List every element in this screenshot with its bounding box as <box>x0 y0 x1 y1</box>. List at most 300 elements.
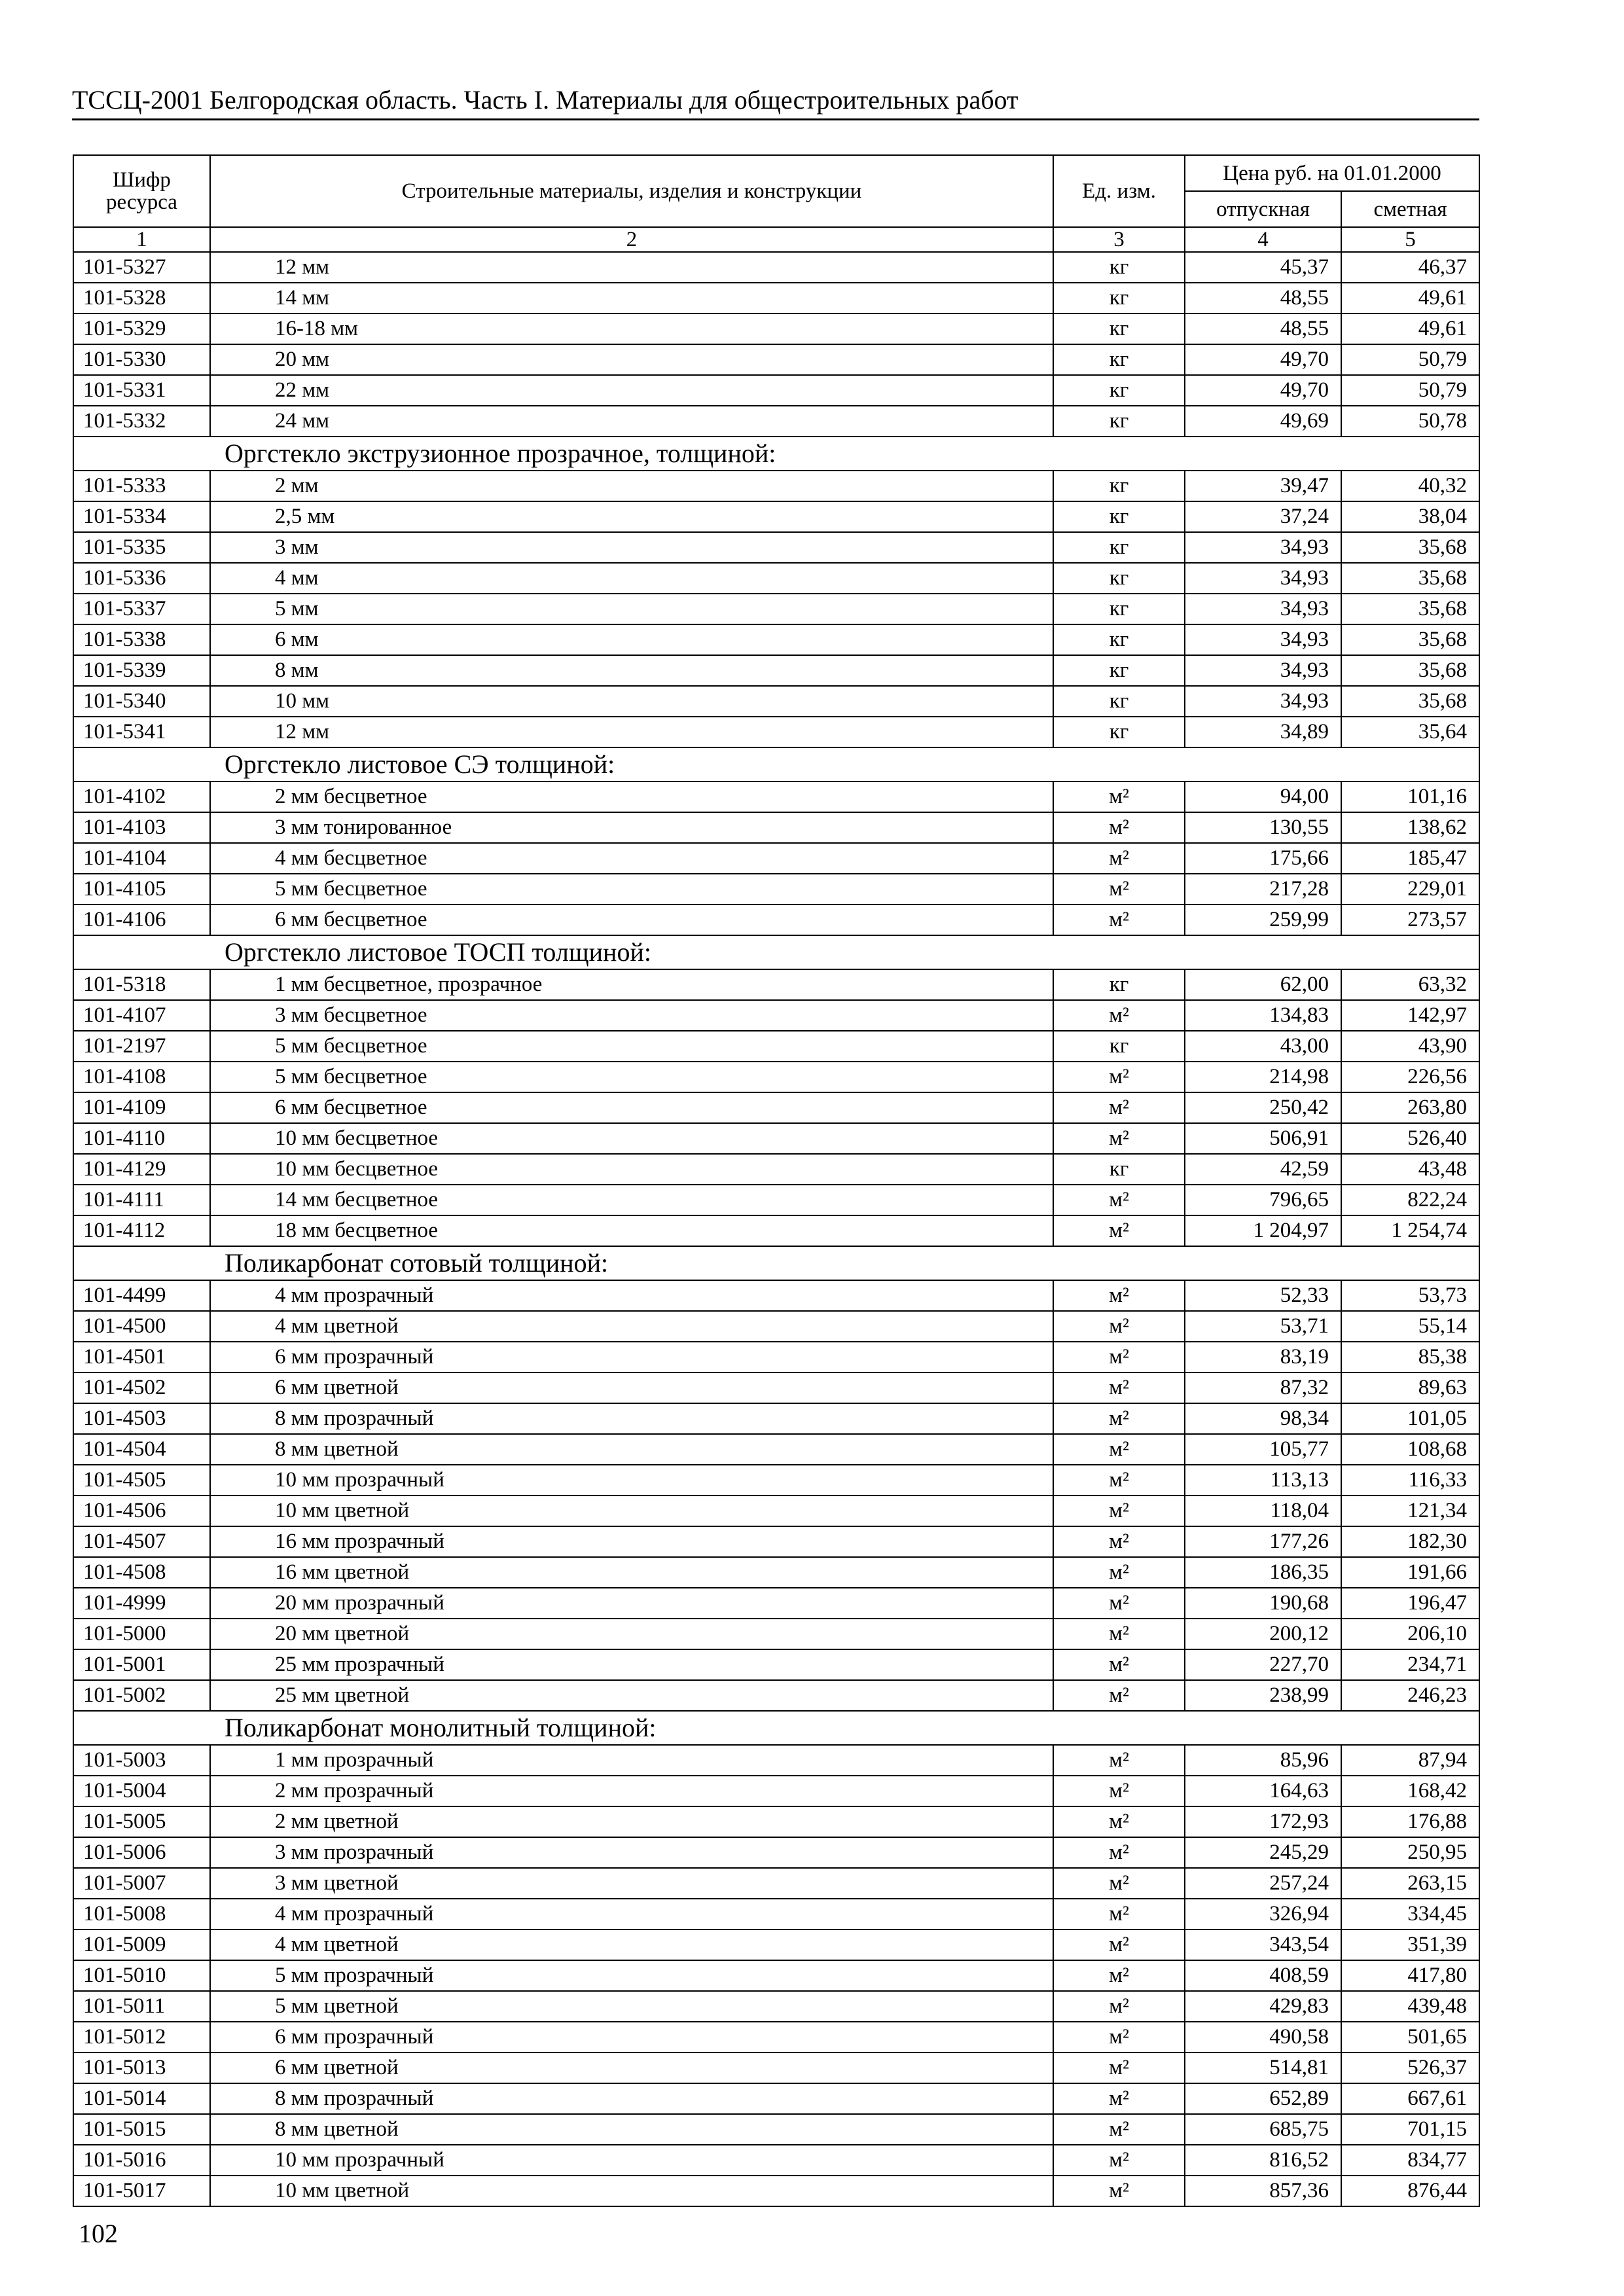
material-name: 18 мм бесцветное <box>210 1215 1053 1246</box>
material-name: 8 мм прозрачный <box>210 2083 1053 2114</box>
price-estimate: 35,68 <box>1341 624 1479 655</box>
price-release: 42,59 <box>1185 1154 1341 1185</box>
resource-code: 101-5341 <box>73 717 210 747</box>
resource-code: 101-5336 <box>73 563 210 594</box>
resource-code: 101-5009 <box>73 1929 210 1960</box>
material-name: 10 мм цветной <box>210 1496 1053 1526</box>
price-estimate: 43,90 <box>1341 1031 1479 1062</box>
material-name: 20 мм цветной <box>210 1619 1053 1649</box>
price-estimate: 834,77 <box>1341 2145 1479 2176</box>
price-estimate: 701,15 <box>1341 2114 1479 2145</box>
section-heading-row <box>73 1246 1479 1280</box>
material-name: 6 мм бесцветное <box>210 1092 1053 1123</box>
unit: м² <box>1053 1000 1185 1031</box>
table-row <box>73 1929 1479 1960</box>
table-row <box>73 1000 1479 1031</box>
unit: м² <box>1053 812 1185 843</box>
table-row <box>73 1434 1479 1465</box>
header-price-release: отпускная <box>1185 191 1341 227</box>
material-name: 16 мм прозрачный <box>210 1526 1053 1557</box>
price-release: 259,99 <box>1185 905 1341 935</box>
price-estimate: 50,79 <box>1341 344 1479 375</box>
table-row <box>73 905 1479 935</box>
material-name: 1 мм прозрачный <box>210 1745 1053 1776</box>
price-table <box>73 154 1480 2207</box>
price-release: 685,75 <box>1185 2114 1341 2145</box>
price-release: 408,59 <box>1185 1960 1341 1991</box>
material-name: 6 мм прозрачный <box>210 1342 1053 1372</box>
table-row <box>73 1372 1479 1403</box>
price-release: 214,98 <box>1185 1062 1341 1092</box>
price-estimate: 263,15 <box>1341 1868 1479 1899</box>
price-estimate: 142,97 <box>1341 1000 1479 1031</box>
price-estimate: 876,44 <box>1341 2176 1479 2206</box>
material-name: 3 мм прозрачный <box>210 1837 1053 1868</box>
material-name: 10 мм прозрачный <box>210 2145 1053 2176</box>
resource-code: 101-4503 <box>73 1403 210 1434</box>
price-estimate: 273,57 <box>1341 905 1479 935</box>
material-name: 2 мм <box>210 471 1053 501</box>
price-release: 652,89 <box>1185 2083 1341 2114</box>
price-release: 245,29 <box>1185 1837 1341 1868</box>
resource-code: 101-5011 <box>73 1991 210 2022</box>
price-estimate: 89,63 <box>1341 1372 1479 1403</box>
unit: м² <box>1053 2114 1185 2145</box>
column-number: 2 <box>210 227 1053 252</box>
unit: м² <box>1053 1062 1185 1092</box>
resource-code: 101-4129 <box>73 1154 210 1185</box>
price-release: 48,55 <box>1185 314 1341 344</box>
price-release: 113,13 <box>1185 1465 1341 1496</box>
material-name: 3 мм тонированное <box>210 812 1053 843</box>
table-row <box>73 1215 1479 1246</box>
resource-code: 101-4103 <box>73 812 210 843</box>
price-release: 175,66 <box>1185 843 1341 874</box>
table-row <box>73 624 1479 655</box>
price-release: 34,93 <box>1185 563 1341 594</box>
table-row <box>73 1465 1479 1496</box>
column-number: 3 <box>1053 227 1185 252</box>
resource-code: 101-2197 <box>73 1031 210 1062</box>
price-estimate: 138,62 <box>1341 812 1479 843</box>
table-row <box>73 969 1479 1000</box>
price-release: 506,91 <box>1185 1123 1341 1154</box>
section-heading: Поликарбонат сотовый толщиной: <box>73 1246 1479 1280</box>
price-release: 514,81 <box>1185 2053 1341 2083</box>
unit: кг <box>1053 594 1185 624</box>
table-row <box>73 563 1479 594</box>
material-name: 16-18 мм <box>210 314 1053 344</box>
price-estimate: 191,66 <box>1341 1557 1479 1588</box>
material-name: 5 мм бесцветное <box>210 1062 1053 1092</box>
table-row <box>73 2145 1479 2176</box>
unit: м² <box>1053 1960 1185 1991</box>
table-row <box>73 1649 1479 1680</box>
price-estimate: 168,42 <box>1341 1776 1479 1806</box>
material-name: 8 мм цветной <box>210 2114 1053 2145</box>
price-estimate: 250,95 <box>1341 1837 1479 1868</box>
price-release: 34,93 <box>1185 532 1341 563</box>
price-release: 34,93 <box>1185 624 1341 655</box>
price-estimate: 121,34 <box>1341 1496 1479 1526</box>
resource-code: 101-5333 <box>73 471 210 501</box>
unit: м² <box>1053 874 1185 905</box>
resource-code: 101-5330 <box>73 344 210 375</box>
resource-code: 101-4111 <box>73 1185 210 1215</box>
table-row <box>73 1280 1479 1311</box>
unit: м² <box>1053 2176 1185 2206</box>
unit: м² <box>1053 1526 1185 1557</box>
table-body <box>73 227 1479 2206</box>
price-release: 177,26 <box>1185 1526 1341 1557</box>
price-estimate: 87,94 <box>1341 1745 1479 1776</box>
resource-code: 101-4508 <box>73 1557 210 1588</box>
material-name: 8 мм прозрачный <box>210 1403 1053 1434</box>
price-release: 49,70 <box>1185 375 1341 406</box>
price-release: 857,36 <box>1185 2176 1341 2206</box>
unit: кг <box>1053 283 1185 314</box>
material-name: 3 мм цветной <box>210 1868 1053 1899</box>
resource-code: 101-5328 <box>73 283 210 314</box>
unit: м² <box>1053 1745 1185 1776</box>
resource-code: 101-4112 <box>73 1215 210 1246</box>
unit: м² <box>1053 1588 1185 1619</box>
unit: м² <box>1053 1215 1185 1246</box>
resource-code: 101-5006 <box>73 1837 210 1868</box>
material-name: 5 мм цветной <box>210 1991 1053 2022</box>
table-row <box>73 1837 1479 1868</box>
unit: кг <box>1053 501 1185 532</box>
price-release: 429,83 <box>1185 1991 1341 2022</box>
unit: м² <box>1053 1123 1185 1154</box>
header-row <box>73 155 1479 191</box>
price-estimate: 35,64 <box>1341 717 1479 747</box>
table-row <box>73 1403 1479 1434</box>
column-number: 5 <box>1341 227 1479 252</box>
price-estimate: 196,47 <box>1341 1588 1479 1619</box>
price-estimate: 176,88 <box>1341 1806 1479 1837</box>
material-name: 6 мм прозрачный <box>210 2022 1053 2053</box>
table-row <box>73 252 1479 283</box>
unit: м² <box>1053 1557 1185 1588</box>
resource-code: 101-4108 <box>73 1062 210 1092</box>
page-header-title: ТССЦ-2001 Белгородская область. Часть I. Материалы для общестроительных работ <box>72 85 1019 115</box>
header-unit: Ед. изм. <box>1053 155 1185 227</box>
price-estimate: 50,79 <box>1341 375 1479 406</box>
unit: м² <box>1053 1806 1185 1837</box>
resource-code: 101-4505 <box>73 1465 210 1496</box>
table-row <box>73 1680 1479 1711</box>
price-release: 49,70 <box>1185 344 1341 375</box>
price-release: 816,52 <box>1185 2145 1341 2176</box>
price-estimate: 226,56 <box>1341 1062 1479 1092</box>
price-release: 39,47 <box>1185 471 1341 501</box>
price-release: 257,24 <box>1185 1868 1341 1899</box>
unit: кг <box>1053 969 1185 1000</box>
price-release: 34,93 <box>1185 655 1341 686</box>
material-name: 12 мм <box>210 717 1053 747</box>
price-estimate: 85,38 <box>1341 1342 1479 1372</box>
unit: м² <box>1053 2145 1185 2176</box>
price-release: 34,93 <box>1185 594 1341 624</box>
table-row <box>73 406 1479 437</box>
material-name: 25 мм цветной <box>210 1680 1053 1711</box>
table-row <box>73 655 1479 686</box>
price-estimate: 46,37 <box>1341 252 1479 283</box>
resource-code: 101-5004 <box>73 1776 210 1806</box>
price-release: 34,89 <box>1185 717 1341 747</box>
resource-code: 101-5008 <box>73 1899 210 1929</box>
material-name: 5 мм <box>210 594 1053 624</box>
price-estimate: 38,04 <box>1341 501 1479 532</box>
resource-code: 101-4502 <box>73 1372 210 1403</box>
resource-code: 101-5337 <box>73 594 210 624</box>
material-name: 1 мм бесцветное, прозрачное <box>210 969 1053 1000</box>
resource-code: 101-4105 <box>73 874 210 905</box>
price-release: 343,54 <box>1185 1929 1341 1960</box>
table-row <box>73 2053 1479 2083</box>
resource-code: 101-5005 <box>73 1806 210 1837</box>
resource-code: 101-5007 <box>73 1868 210 1899</box>
price-release: 34,93 <box>1185 686 1341 717</box>
table-row <box>73 1776 1479 1806</box>
price-estimate: 49,61 <box>1341 314 1479 344</box>
table-row <box>73 2176 1479 2206</box>
table-row <box>73 1806 1479 1837</box>
unit: м² <box>1053 1837 1185 1868</box>
unit: м² <box>1053 1185 1185 1215</box>
table-row <box>73 2022 1479 2053</box>
price-release: 87,32 <box>1185 1372 1341 1403</box>
table-row <box>73 375 1479 406</box>
resource-code: 101-5335 <box>73 532 210 563</box>
resource-code: 101-5010 <box>73 1960 210 1991</box>
material-name: 10 мм цветной <box>210 2176 1053 2206</box>
resource-code: 101-5334 <box>73 501 210 532</box>
resource-code: 101-5003 <box>73 1745 210 1776</box>
unit: м² <box>1053 1991 1185 2022</box>
price-estimate: 185,47 <box>1341 843 1479 874</box>
unit: кг <box>1053 375 1185 406</box>
price-release: 85,96 <box>1185 1745 1341 1776</box>
material-name: 16 мм цветной <box>210 1557 1053 1588</box>
table-row <box>73 1185 1479 1215</box>
material-name: 4 мм прозрачный <box>210 1280 1053 1311</box>
price-estimate: 1 254,74 <box>1341 1215 1479 1246</box>
price-release: 105,77 <box>1185 1434 1341 1465</box>
unit: кг <box>1053 655 1185 686</box>
resource-code: 101-4506 <box>73 1496 210 1526</box>
material-name: 5 мм бесцветное <box>210 1031 1053 1062</box>
price-release: 490,58 <box>1185 2022 1341 2053</box>
unit: кг <box>1053 717 1185 747</box>
unit: м² <box>1053 781 1185 812</box>
material-name: 4 мм прозрачный <box>210 1899 1053 1929</box>
price-estimate: 234,71 <box>1341 1649 1479 1680</box>
price-estimate: 43,48 <box>1341 1154 1479 1185</box>
resource-code: 101-5340 <box>73 686 210 717</box>
resource-code: 101-5000 <box>73 1619 210 1649</box>
resource-code: 101-5329 <box>73 314 210 344</box>
price-release: 94,00 <box>1185 781 1341 812</box>
table-row <box>73 1899 1479 1929</box>
price-estimate: 501,65 <box>1341 2022 1479 2053</box>
unit: м² <box>1053 1929 1185 1960</box>
material-name: 6 мм цветной <box>210 2053 1053 2083</box>
material-name: 25 мм прозрачный <box>210 1649 1053 1680</box>
table-row <box>73 1092 1479 1123</box>
price-release: 134,83 <box>1185 1000 1341 1031</box>
price-release: 98,34 <box>1185 1403 1341 1434</box>
price-estimate: 40,32 <box>1341 471 1479 501</box>
price-release: 186,35 <box>1185 1557 1341 1588</box>
material-name: 14 мм бесцветное <box>210 1185 1053 1215</box>
table-row <box>73 501 1479 532</box>
unit: кг <box>1053 314 1185 344</box>
resource-code: 101-4106 <box>73 905 210 935</box>
price-release: 217,28 <box>1185 874 1341 905</box>
table-row <box>73 1526 1479 1557</box>
material-name: 5 мм бесцветное <box>210 874 1053 905</box>
material-name: 4 мм цветной <box>210 1311 1053 1342</box>
table-row <box>73 283 1479 314</box>
price-release: 130,55 <box>1185 812 1341 843</box>
unit: кг <box>1053 406 1185 437</box>
resource-code: 101-4507 <box>73 1526 210 1557</box>
price-estimate: 822,24 <box>1341 1185 1479 1215</box>
column-number: 4 <box>1185 227 1341 252</box>
material-name: 3 мм бесцветное <box>210 1000 1053 1031</box>
table-row <box>73 1311 1479 1342</box>
material-name: 8 мм <box>210 655 1053 686</box>
table-row <box>73 843 1479 874</box>
price-estimate: 351,39 <box>1341 1929 1479 1960</box>
material-name: 10 мм бесцветное <box>210 1154 1053 1185</box>
unit: м² <box>1053 1899 1185 1929</box>
table-row <box>73 2114 1479 2145</box>
resource-code: 101-5338 <box>73 624 210 655</box>
section-heading: Оргстекло листовое СЭ толщиной: <box>73 747 1479 781</box>
table-row <box>73 874 1479 905</box>
unit: кг <box>1053 1031 1185 1062</box>
price-release: 45,37 <box>1185 252 1341 283</box>
resource-code: 101-5327 <box>73 252 210 283</box>
table-row <box>73 594 1479 624</box>
resource-code: 101-5016 <box>73 2145 210 2176</box>
price-release: 190,68 <box>1185 1588 1341 1619</box>
table-row <box>73 1991 1479 2022</box>
material-name: 12 мм <box>210 252 1053 283</box>
price-release: 52,33 <box>1185 1280 1341 1311</box>
resource-code: 101-4110 <box>73 1123 210 1154</box>
resource-code: 101-4102 <box>73 781 210 812</box>
table-row <box>73 1342 1479 1372</box>
resource-code: 101-4109 <box>73 1092 210 1123</box>
resource-code: 101-5002 <box>73 1680 210 1711</box>
material-name: 2,5 мм <box>210 501 1053 532</box>
unit: м² <box>1053 1372 1185 1403</box>
resource-code: 101-4500 <box>73 1311 210 1342</box>
price-estimate: 246,23 <box>1341 1680 1479 1711</box>
table-row <box>73 1960 1479 1991</box>
unit: м² <box>1053 1434 1185 1465</box>
material-name: 5 мм прозрачный <box>210 1960 1053 1991</box>
material-name: 20 мм прозрачный <box>210 1588 1053 1619</box>
header-price-estimate: сметная <box>1341 191 1479 227</box>
material-name: 4 мм бесцветное <box>210 843 1053 874</box>
table-row <box>73 1031 1479 1062</box>
unit: м² <box>1053 2022 1185 2053</box>
table-row <box>73 471 1479 501</box>
material-name: 14 мм <box>210 283 1053 314</box>
resource-code: 101-4104 <box>73 843 210 874</box>
resource-code: 101-5013 <box>73 2053 210 2083</box>
table-row <box>73 1557 1479 1588</box>
price-release: 49,69 <box>1185 406 1341 437</box>
column-number: 1 <box>73 227 210 252</box>
material-name: 10 мм прозрачный <box>210 1465 1053 1496</box>
unit: м² <box>1053 1776 1185 1806</box>
resource-code: 101-4504 <box>73 1434 210 1465</box>
price-estimate: 101,16 <box>1341 781 1479 812</box>
resource-code: 101-4501 <box>73 1342 210 1372</box>
unit: м² <box>1053 1092 1185 1123</box>
resource-code: 101-5001 <box>73 1649 210 1680</box>
price-release: 48,55 <box>1185 283 1341 314</box>
material-name: 24 мм <box>210 406 1053 437</box>
table-row <box>73 1154 1479 1185</box>
material-name: 2 мм цветной <box>210 1806 1053 1837</box>
unit: м² <box>1053 2053 1185 2083</box>
material-name: 8 мм цветной <box>210 1434 1053 1465</box>
resource-code: 101-4499 <box>73 1280 210 1311</box>
material-name: 4 мм <box>210 563 1053 594</box>
material-name: 3 мм <box>210 532 1053 563</box>
unit: м² <box>1053 1403 1185 1434</box>
unit: м² <box>1053 1465 1185 1496</box>
price-estimate: 206,10 <box>1341 1619 1479 1649</box>
material-name: 10 мм <box>210 686 1053 717</box>
table-row <box>73 1588 1479 1619</box>
price-release: 83,19 <box>1185 1342 1341 1372</box>
table-row <box>73 781 1479 812</box>
price-estimate: 35,68 <box>1341 563 1479 594</box>
price-release: 326,94 <box>1185 1899 1341 1929</box>
unit: кг <box>1053 563 1185 594</box>
unit: м² <box>1053 1342 1185 1372</box>
table-row <box>73 1496 1479 1526</box>
price-estimate: 526,37 <box>1341 2053 1479 2083</box>
unit: кг <box>1053 471 1185 501</box>
section-heading-row <box>73 747 1479 781</box>
section-heading: Поликарбонат монолитный толщиной: <box>73 1711 1479 1745</box>
price-release: 43,00 <box>1185 1031 1341 1062</box>
table-row <box>73 1062 1479 1092</box>
price-estimate: 49,61 <box>1341 283 1479 314</box>
unit: м² <box>1053 1496 1185 1526</box>
unit: кг <box>1053 344 1185 375</box>
material-name: 6 мм бесцветное <box>210 905 1053 935</box>
table-row <box>73 1745 1479 1776</box>
price-estimate: 35,68 <box>1341 594 1479 624</box>
resource-code: 101-5017 <box>73 2176 210 2206</box>
section-heading-row <box>73 1711 1479 1745</box>
table-row <box>73 686 1479 717</box>
price-estimate: 182,30 <box>1341 1526 1479 1557</box>
table-row <box>73 344 1479 375</box>
unit: м² <box>1053 1868 1185 1899</box>
material-name: 22 мм <box>210 375 1053 406</box>
